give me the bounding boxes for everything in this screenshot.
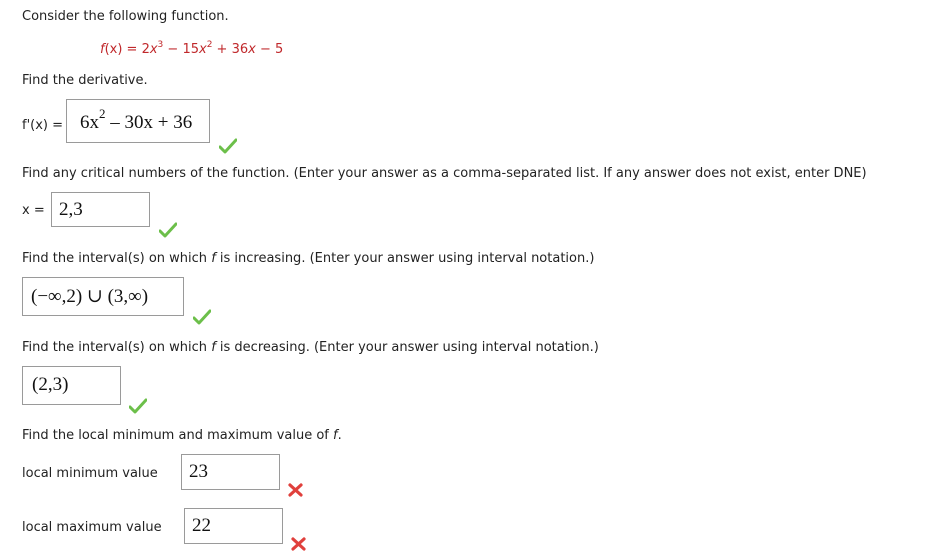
increasing-correct-check-icon xyxy=(193,309,211,325)
derivative-label: f'(x) = xyxy=(22,118,64,133)
derivative-correct-check-icon xyxy=(219,138,237,154)
critical-answer-value: 2,3 xyxy=(59,199,83,220)
critical-answer-input[interactable] xyxy=(51,192,150,227)
decreasing-correct-check-icon xyxy=(129,398,147,414)
derivative-answer-value: $6x^2 - 30x + 36$ xyxy=(80,106,193,133)
local-maximum-label: local maximum value xyxy=(22,520,162,535)
local-maximum-input[interactable] xyxy=(184,508,283,544)
increasing-prompt: Find the interval(s) on which f is increasing. (Enter your answer using interval notation.) xyxy=(22,251,595,266)
critical-correct-check-icon xyxy=(159,222,177,238)
derivative-prompt: Find the derivative. xyxy=(22,73,148,88)
function-definition: $f(x) = 2x^3 - 15x^2 + 36x - 5$ xyxy=(100,40,284,57)
local-maximum-incorrect-x-icon xyxy=(291,537,306,551)
decreasing-answer-value: (2,3) xyxy=(32,374,69,395)
critical-prompt: Find any critical numbers of the function. (Enter your answer as a comma-separated list. If any answer does not exist, enter DNE) xyxy=(22,166,867,181)
local-minimum-input[interactable] xyxy=(181,454,280,490)
local-maximum-value: 22 xyxy=(192,515,211,536)
increasing-answer-value: (−∞,2) ∪ (3,∞) xyxy=(31,286,149,307)
increasing-answer-input[interactable] xyxy=(22,277,184,316)
intro-text: Consider the following function. xyxy=(22,9,229,24)
local-minimum-label: local minimum value xyxy=(22,466,158,481)
decreasing-prompt: Find the interval(s) on which f is decreasing. (Enter your answer using interval notation.) xyxy=(22,340,599,355)
local-minimum-value: 23 xyxy=(189,461,208,482)
local-minimum-incorrect-x-icon xyxy=(288,483,303,497)
derivative-answer-input[interactable] xyxy=(66,99,210,143)
decreasing-answer-input[interactable] xyxy=(22,366,121,405)
critical-label: x = xyxy=(22,203,45,218)
extrema-prompt: Find the local minimum and maximum value of f. xyxy=(22,428,342,443)
